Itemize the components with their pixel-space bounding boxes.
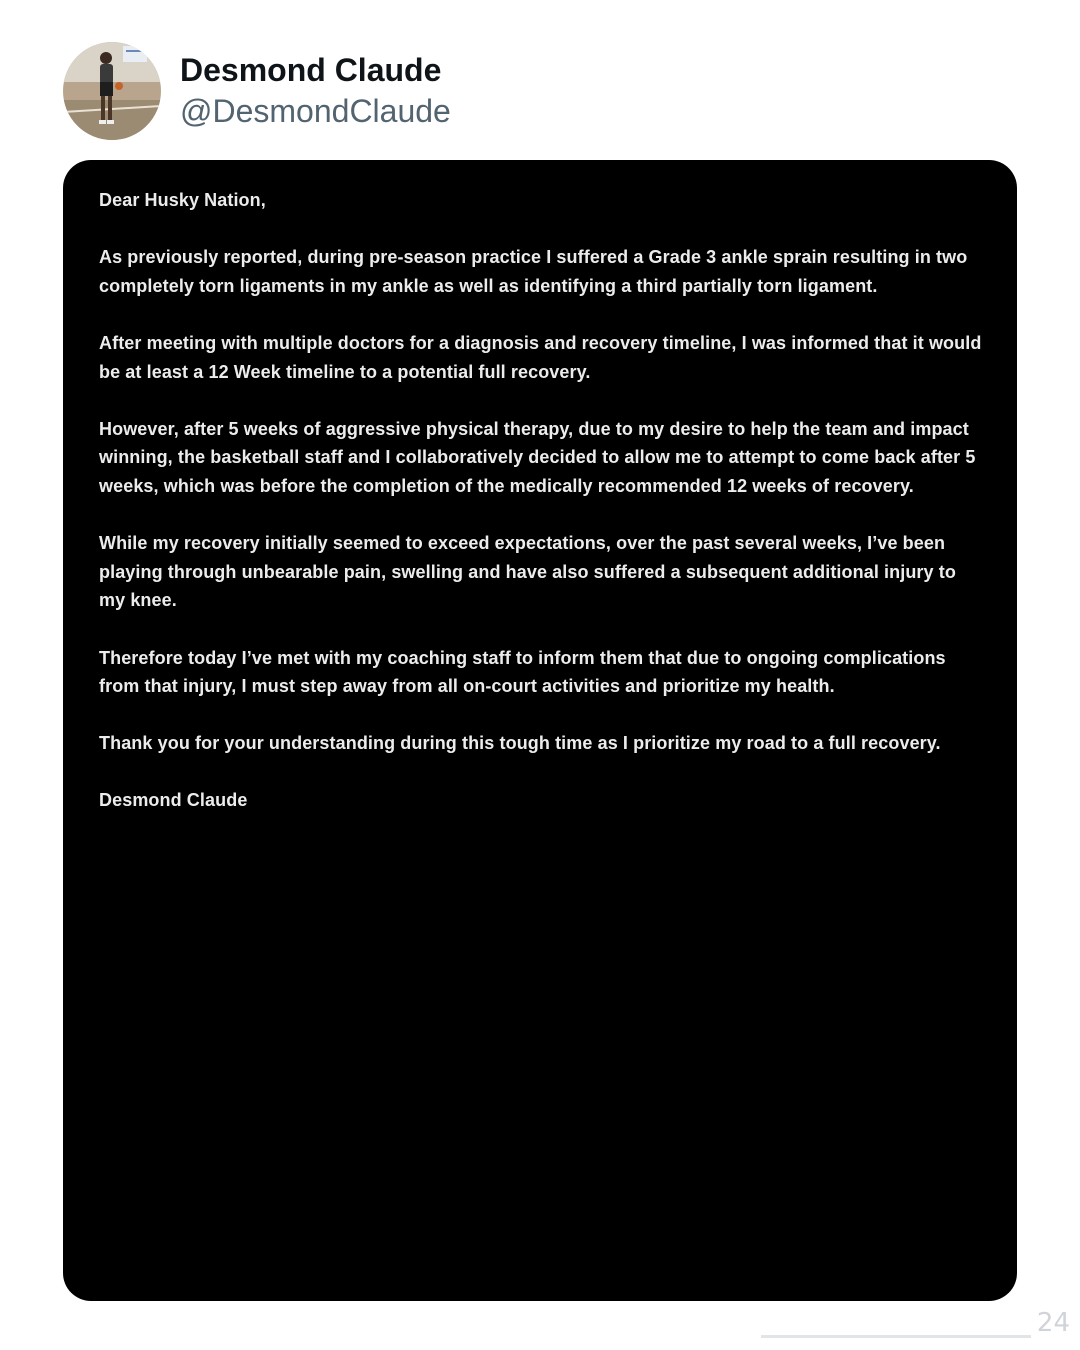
letter-image[interactable] xyxy=(63,160,1017,1301)
letter-paragraph: After meeting with multiple doctors for a diagnosis and recovery timeline, I was informed that it would be at least a 12 Week timeline to a potential full recovery. xyxy=(99,332,982,382)
letter-paragraph: However, after 5 weeks of aggressive physical therapy, due to my desire to help the team and impact winning, the basketball staff and I collaboratively decided to allow me to attempt to come back after 5 weeks, which was before the completion of the medically recommended 12 weeks of recovery. xyxy=(99,418,976,496)
avatar[interactable] xyxy=(63,42,161,140)
letter-text xyxy=(99,186,984,844)
letter-paragraph: While my recovery initially seemed to exceed expectations, over the past several weeks, I’ve been playing through unbearable pain, swelling and have also suffered a subsequent additional injury to my knee. xyxy=(99,533,956,611)
author-display-name[interactable]: Desmond Claude xyxy=(180,52,442,88)
watermark-marks xyxy=(761,1309,1031,1338)
letter-paragraph: Therefore today I’ve met with my coaching staff to inform them that due to ongoing complications from that injury, I must step away from all on-court activities and prioritize my health. xyxy=(99,647,946,697)
avatar-photo xyxy=(63,42,161,140)
letter-signature: Desmond Claude xyxy=(99,790,248,811)
author-handle[interactable]: @DesmondClaude xyxy=(180,93,451,129)
watermark-text: 24 xyxy=(1036,1308,1070,1338)
post-header xyxy=(63,42,451,140)
letter-paragraph: As previously reported, during pre-season practice I suffered a Grade 3 ankle sprain resulting in two completely torn ligaments in my ankle as well as identifying a third partially torn ligament. xyxy=(99,247,968,296)
letter-greeting: Dear Husky Nation, xyxy=(99,190,266,210)
letter-paragraph: Thank you for your understanding during this tough time as I prioritize my road to a full recovery. xyxy=(99,733,941,754)
watermark xyxy=(761,1308,1070,1338)
